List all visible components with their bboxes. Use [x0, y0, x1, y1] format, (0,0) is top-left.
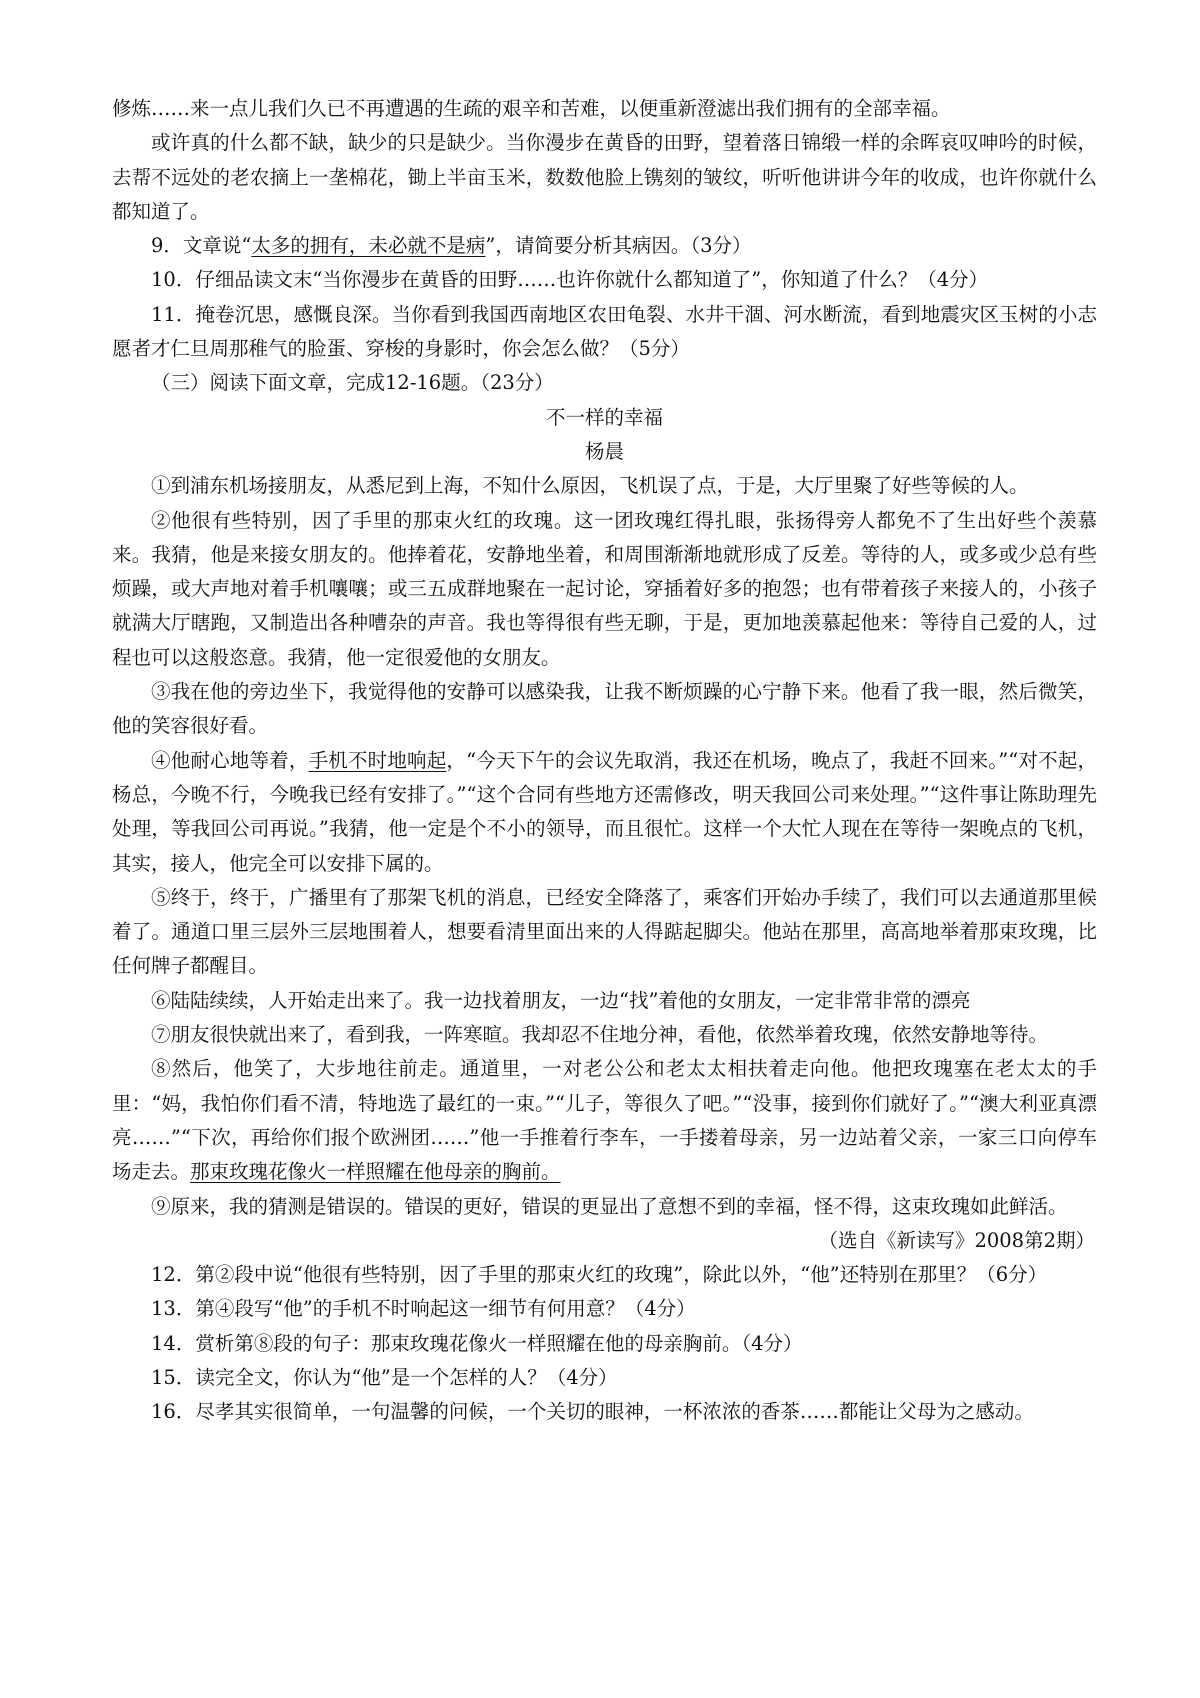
document-page — [112, 92, 1097, 1430]
question-12: 12．第②段中说“他很有些特别，因了手里的那束火红的玫瑰”，除此以外，“他”还特别在那里？（6分） — [151, 1263, 1048, 1287]
question-14: 14．赏析第⑧段的句子：那束玫瑰花像火一样照耀在他的母亲胸前。（4分） — [151, 1331, 803, 1355]
question-9-quote: 太多的拥有，未必就不是病 — [251, 234, 486, 258]
passage-tail-line: 修炼……来一点儿我们久已不再遭遇的生疏的艰辛和苦难，以便重新澄滤出我们拥有的全部幸福。 — [112, 97, 951, 120]
article-title: 不一样的幸福 — [545, 405, 663, 429]
question-11: 11．掩卷沉思，感慨良深。当你看到我国西南地区农田龟裂、水井干涸、河水断流，看到地震灾区玉树的小志愿者才仁旦周那稚气的脸蛋、穿梭的身影时，你会怎么做？（5分） — [112, 302, 1097, 361]
paragraph-8-pre: ⑧然后，他笑了，大步地往前走。通道里，一对老公公和老太太相扶着走向他。他把玫瑰塞在老太太的手里：“妈，我怕你们看不清，特地选了最红的一束。”“儿子，等很久了吧。”“没事，接到你们就好了。”“澳大利亚真漂亮……”“下次，再给你们报个欧洲团……”他一手推着行李车，一手搂着母亲，另一边站着父亲，一家三口向停车场走去。 — [112, 1057, 1097, 1184]
paragraph-4-pre: ④他耐心地等着， — [151, 748, 309, 772]
article-paragraph-3: ③我在他的旁边坐下，我觉得他的安静可以感染我，让我不断烦躁的心宁静下来。他看了我一眼，然后微笑，他的笑容很好看。 — [112, 680, 1097, 738]
article-paragraph-7: ⑦朋友很快就出来了，看到我，一阵寒暄。我却忍不住地分神，看他，依然举着玫瑰，依然安静地等待。 — [151, 1023, 1049, 1047]
question-13: 13．第④段写“他”的手机不时响起这一细节有何用意？（4分） — [151, 1297, 696, 1321]
paragraph-8-underlined: 那束玫瑰花像火一样照耀在他母亲的胸前。 — [190, 1160, 561, 1184]
article-paragraph-5: ⑤终于，终于，广播里有了那架飞机的消息，已经安全降落了，乘客们开始办手续了，我们可以去通道那里候着了。通道口里三层外三层地围着人，想要看清里面出来的人得踮起脚尖。他站在那里，高高地举着那束玫瑰，比任何牌子都醒目。 — [112, 885, 1097, 978]
section-3-header: （三）阅读下面文章，完成12-16题。（23分） — [151, 371, 554, 395]
question-16: 16．尽孝其实很简单，一句温馨的问候，一个关切的眼神，一杯浓浓的香茶……都能让父母为之感动。 — [151, 1400, 1034, 1424]
question-9 — [112, 229, 1097, 263]
article-paragraph-8 — [112, 1052, 1097, 1189]
article-paragraph-9: ⑨原来，我的猜测是错误的。错误的更好，错误的更显出了意想不到的幸福，怪不得，这束玫瑰如此鲜活。 — [151, 1194, 1068, 1218]
paragraph-4-post: ，“今天下午的会议先取消，我还在机场，晚点了，我赶不回来。”“对不起，杨总，今晚不行，今晚我已经有安排了。”“这个合同有些地方还需修改，明天我回公司来处理。”“这件事让陈助理先处理，等我回公司再说。”我猜，他一定是个不小的领导，而且很忙。这样一个大忙人现在在等待一架晚点的飞机，其实，接人，他完全可以安排下属的。 — [112, 748, 1097, 875]
article-source: （选自《新读写》2008第2期） — [818, 1228, 1095, 1252]
question-9-post: ”，请简要分析其病因。（3分） — [485, 234, 752, 258]
article-paragraph-6: ⑥陆陆续续，人开始走出来了。我一边找着朋友，一边“找”着他的女朋友，一定非常非常的漂亮 — [151, 988, 971, 1012]
article-paragraph-1: ①到浦东机场接朋友，从悉尼到上海，不知什么原因，飞机误了点，于是，大厅里聚了好些等候的人。 — [151, 474, 1029, 498]
question-9-pre: 9．文章说“ — [151, 234, 252, 258]
article-author: 杨晨 — [584, 439, 624, 463]
article-paragraph-2: ②他很有些特别，因了手里的那束火红的玫瑰。这一团玫瑰红得扎眼，张扬得旁人都免不了生出好些个羡慕来。我猜，他是来接女朋友的。他捧着花，安静地坐着，和周围渐渐地就形成了反差。等待的人，或多或少总有些烦躁，或大声地对着手机嚷嚷；或三五成群地聚在一起讨论，穿插着好多的抱怨；也有带着孩子来接人的，小孩子就满大厅瞎跑，又制造出各种嘈杂的声音。我也等得很有些无聊，于是，更加地羡慕起他来：等待自己爱的人，过程也可以这般恣意。我猜，他一定很爱他的女朋友。 — [112, 508, 1097, 669]
article-paragraph-4 — [112, 744, 1097, 881]
question-15: 15．读完全文，你认为“他”是一个怎样的人？（4分） — [151, 1365, 618, 1389]
passage-tail-paragraph: 或许真的什么都不缺，缺少的只是缺少。当你漫步在黄昏的田野，望着落日锦缎一样的余晖哀叹呻吟的时候，去帮不远处的老农摘上一垄棉花，锄上半亩玉米，数数他脸上镌刻的皱纹，听听他讲讲今年的收成，也许你就什么都知道了。 — [112, 131, 1097, 223]
paragraph-4-underlined: 手机不时地响起 — [308, 748, 447, 772]
question-10: 10．仔细品读文末“当你漫步在黄昏的田野……也许你就什么都知道了”，你知道了什么？（4分） — [151, 268, 989, 292]
